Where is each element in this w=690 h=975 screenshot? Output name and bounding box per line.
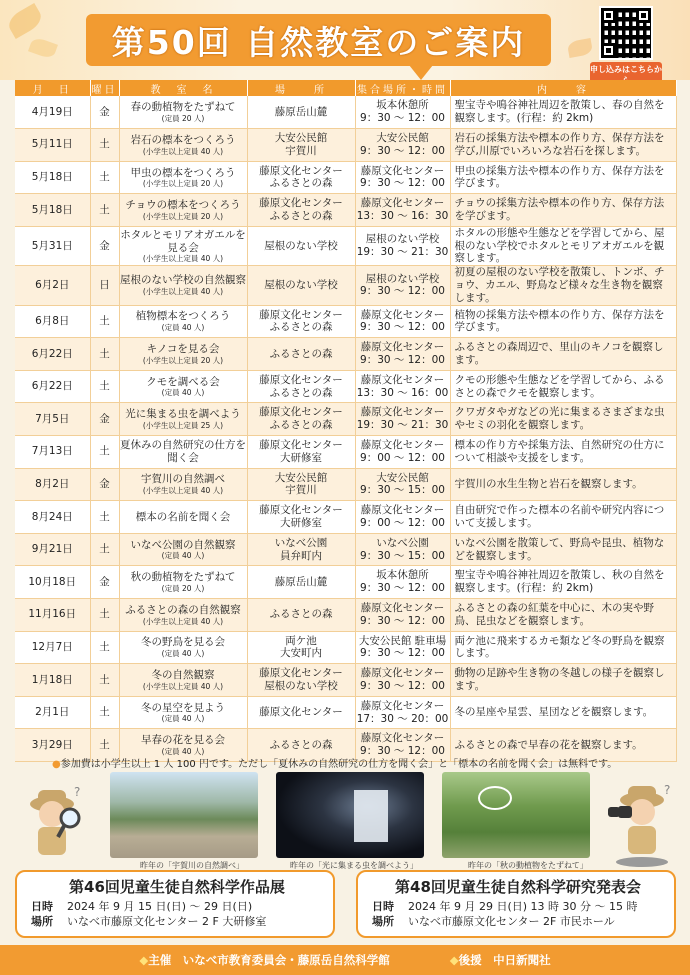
event-place-label: 場所 xyxy=(31,915,53,929)
class-title: 光に集まる虫を調べよう xyxy=(125,408,241,421)
svg-text:?: ? xyxy=(664,783,671,797)
cell-date: 4月19日 xyxy=(15,96,90,129)
cell-date: 11月16日 xyxy=(15,599,90,632)
cell-meeting: 大安公民館 駐車場 9：30 ～ 12：00 xyxy=(355,631,450,664)
cell-content: 宇賀川の水生生物と岩石を観察します。 xyxy=(450,468,676,501)
cell-place: 藤原文化センター ふるさとの森 xyxy=(247,403,355,436)
schedule-rows xyxy=(15,96,676,761)
cell-date: 6月2日 xyxy=(15,266,90,305)
cell-place: ふるさとの森 xyxy=(247,338,355,371)
cell-content: ホタルの形態や生態などを学習してから、屋根のない学校でホタルとモリアオガエルを観察します。 xyxy=(450,226,676,265)
cell-content: 冬の星座や星雲、星団などを観察します。 xyxy=(450,696,676,729)
table-row xyxy=(15,161,676,194)
cell-class-name xyxy=(119,664,247,697)
cell-place: 藤原文化センター ふるさとの森 xyxy=(247,161,355,194)
cell-date: 6月8日 xyxy=(15,305,90,338)
cell-place: 藤原岳山麓 xyxy=(247,96,355,129)
cell-place: 屋根のない学校 xyxy=(247,226,355,265)
event-place-row xyxy=(372,914,664,929)
footer-supporter: ◆後援 中日新聞社 xyxy=(449,953,551,967)
cell-date: 9月21日 xyxy=(15,533,90,566)
cell-meeting: いなべ公園 9：30 ～ 15：00 xyxy=(355,533,450,566)
cell-content: 両ケ池に飛来するカモ類など冬の野鳥を観察します。 xyxy=(450,631,676,664)
table-row xyxy=(15,305,676,338)
cell-date: 7月5日 xyxy=(15,403,90,436)
table-row xyxy=(15,599,676,632)
photo-caption: 昨年の「宇賀川の自然調べ」 xyxy=(140,861,244,870)
table-row xyxy=(15,129,676,162)
cell-day: 金 xyxy=(90,566,119,599)
class-title: 甲虫の標本をつくろう xyxy=(130,166,236,179)
cell-day: 金 xyxy=(90,226,119,265)
cell-place: いなべ公園 員弁町内 xyxy=(247,533,355,566)
table-row xyxy=(15,501,676,534)
cell-day: 土 xyxy=(90,161,119,194)
class-title: キノコを見る会 xyxy=(146,343,220,356)
cell-class-name xyxy=(119,338,247,371)
cell-class-name xyxy=(119,194,247,227)
event-place-label: 場所 xyxy=(372,915,394,929)
cell-place: 藤原文化センター ふるさとの森 xyxy=(247,305,355,338)
event-date-row xyxy=(372,899,664,914)
cell-date: 1月18日 xyxy=(15,664,90,697)
event-boxes xyxy=(15,870,676,942)
table-row xyxy=(15,436,676,469)
table-row xyxy=(15,370,676,403)
table-row xyxy=(15,96,676,129)
bullet-icon: ● xyxy=(52,759,61,770)
cell-content: チョウの採集方法や標本の作り方、保存方法を学びます。 xyxy=(450,194,676,227)
cell-meeting: 坂本休憩所 9：30 ～ 12：00 xyxy=(355,96,450,129)
class-title: 冬の自然観察 xyxy=(151,669,215,682)
cell-class-name xyxy=(119,533,247,566)
cell-place: 藤原岳山麓 xyxy=(247,566,355,599)
page-title-banner xyxy=(86,14,551,66)
cell-meeting: 大安公民館 9：30 ～ 15：00 xyxy=(355,468,450,501)
column-header-name: 教 室 名 xyxy=(119,80,247,96)
cell-meeting: 藤原文化センター 9：00 ～ 12：00 xyxy=(355,501,450,534)
cell-class-name xyxy=(119,436,247,469)
class-title: チョウの標本をつくろう xyxy=(125,199,241,212)
table-row xyxy=(15,631,676,664)
class-title: クモを調べる会 xyxy=(146,375,220,388)
class-capacity: (小学生以上定員 20 人) xyxy=(142,211,224,221)
cell-class-name xyxy=(119,161,247,194)
class-capacity: (小学生以上定員 20 人) xyxy=(142,355,224,365)
cell-place: 藤原文化センター 屋根のない学校 xyxy=(247,664,355,697)
column-header-place: 場 所 xyxy=(247,80,355,96)
cell-place: 屋根のない学校 xyxy=(247,266,355,305)
class-title: いなべ公園の自然観察 xyxy=(130,538,236,551)
table-header-row xyxy=(15,80,676,96)
cell-date: 5月18日 xyxy=(15,161,90,194)
cell-content: ふるさとの森の紅葉を中心に、木の実や野鳥、昆虫などを観察します。 xyxy=(450,599,676,632)
cell-meeting: 藤原文化センター 19：30 ～ 21：30 xyxy=(355,403,450,436)
cell-date: 5月31日 xyxy=(15,226,90,265)
cell-date: 10月18日 xyxy=(15,566,90,599)
class-capacity: (定員 40 人) xyxy=(161,551,205,561)
cell-content: 岩石の採集方法や標本の作り方、保存方法を学び,川原でいろいろな岩石を探します。 xyxy=(450,129,676,162)
cell-content: 聖宝寺や鳴谷神社周辺を散策し、春の自然を観察します。(行程：約 2km) xyxy=(450,96,676,129)
class-title: 夏休みの自然研究の仕方を聞く会 xyxy=(120,439,246,464)
cell-date: 7月13日 xyxy=(15,436,90,469)
photo-caption: 昨年の「光に集まる虫を調べよう」 xyxy=(290,861,418,870)
schedule-table xyxy=(15,80,677,762)
cell-place: 藤原文化センター 大研修室 xyxy=(247,436,355,469)
cell-class-name xyxy=(119,631,247,664)
cell-class-name xyxy=(119,501,247,534)
cell-meeting: 藤原文化センター 17：30 ～ 20：00 xyxy=(355,696,450,729)
cell-class-name xyxy=(119,599,247,632)
cell-place: 藤原文化センター xyxy=(247,696,355,729)
cell-meeting: 坂本休憩所 9：30 ～ 12：00 xyxy=(355,566,450,599)
cell-class-name xyxy=(119,566,247,599)
fee-note xyxy=(52,755,617,770)
cell-day: 土 xyxy=(90,436,119,469)
cell-class-name xyxy=(119,129,247,162)
class-title: 冬の星空を見よう xyxy=(141,701,225,714)
cell-date: 2月1日 xyxy=(15,696,90,729)
event-date-label: 日時 xyxy=(31,900,53,913)
column-header-day: 曜日 xyxy=(90,80,119,96)
cell-date: 3月29日 xyxy=(15,729,90,762)
event-date-label: 日時 xyxy=(372,900,394,913)
cell-content: ふるさとの森で早春の花を観察します。 xyxy=(450,729,676,762)
cell-class-name xyxy=(119,266,247,305)
cell-day: 土 xyxy=(90,729,119,762)
cell-date: 5月18日 xyxy=(15,194,90,227)
cell-place: 両ケ池 大安町内 xyxy=(247,631,355,664)
class-capacity: (定員 40 人) xyxy=(161,323,205,333)
explorer-magnifier-illustration xyxy=(18,782,90,867)
table-row xyxy=(15,566,676,599)
cell-content: 甲虫の採集方法や標本の作り方、保存方法を学びます。 xyxy=(450,161,676,194)
class-capacity: (定員 40 人) xyxy=(161,388,205,398)
cell-date: 6月22日 xyxy=(15,338,90,371)
cell-content: 自由研究で作った標本の名前や研究内容について支援します。 xyxy=(450,501,676,534)
cell-meeting: 藤原文化センター 9：30 ～ 12：00 xyxy=(355,664,450,697)
class-title: 植物標本をつくろう xyxy=(135,310,231,323)
class-title: 岩石の標本をつくろう xyxy=(130,133,236,146)
class-title: ふるさとの森の自然観察 xyxy=(125,603,241,616)
cell-meeting: 屋根のない学校 19：30 ～ 21：30 xyxy=(355,226,450,265)
cell-place: ふるさとの森 xyxy=(247,599,355,632)
cell-meeting: 大安公民館 9：30 ～ 12：00 xyxy=(355,129,450,162)
event-place: いなべ市藤原文化センター 2 F 大研修室 xyxy=(67,915,267,929)
class-title: 春の動植物をたずねて xyxy=(130,101,236,114)
class-title: ホタルとモリアオガエルを見る会 xyxy=(120,228,246,254)
cell-date: 8月2日 xyxy=(15,468,90,501)
cell-day: 金 xyxy=(90,96,119,129)
footer-supporter-text: 後援 中日新聞社 xyxy=(458,953,551,967)
cell-day: 土 xyxy=(90,533,119,566)
table-row xyxy=(15,194,676,227)
cell-date: 8月24日 xyxy=(15,501,90,534)
cell-meeting: 藤原文化センター 9：30 ～ 12：00 xyxy=(355,729,450,762)
table-row xyxy=(15,696,676,729)
cell-date: 12月7日 xyxy=(15,631,90,664)
cell-day: 土 xyxy=(90,370,119,403)
class-capacity: (小学生以上定員 40 人) xyxy=(142,681,224,691)
table-row xyxy=(15,533,676,566)
cell-date: 6月22日 xyxy=(15,370,90,403)
cell-meeting: 藤原文化センター 9：30 ～ 12：00 xyxy=(355,338,450,371)
cell-day: 土 xyxy=(90,338,119,371)
cell-day: 金 xyxy=(90,468,119,501)
class-title: 標本の名前を聞く会 xyxy=(135,510,231,523)
class-title: 屋根のない学校の自然観察 xyxy=(120,274,246,287)
cell-content: クモの形態や生態などを学習してから、ふるさとの森でクモを観察します。 xyxy=(450,370,676,403)
cell-class-name xyxy=(119,305,247,338)
cell-place: 藤原文化センター ふるさとの森 xyxy=(247,194,355,227)
cell-class-name xyxy=(119,696,247,729)
class-capacity: (定員 40 人) xyxy=(161,714,205,724)
cell-place: 大安公民館 宇賀川 xyxy=(247,129,355,162)
class-capacity: (定員 20 人) xyxy=(161,113,205,123)
fee-note-text: 参加費は小学生以上 1 人 100 円です。ただし「夏休みの自然研究の仕方を聞く会」と「標本の名前を聞く会」は無料です。 xyxy=(60,759,618,770)
event-place: いなべ市藤原文化センター 2F 市民ホール xyxy=(408,915,615,929)
cell-content: 聖宝寺や鳴谷神社周辺を散策し、秋の自然を観察します。(行程：約 2km) xyxy=(450,566,676,599)
cell-class-name xyxy=(119,403,247,436)
cell-day: 土 xyxy=(90,696,119,729)
event-date: 2024 年 9 月 15 日(日) ～ 29 日(日) xyxy=(67,900,253,913)
class-capacity: (小学生以上定員 40 人) xyxy=(142,486,224,496)
cell-class-name xyxy=(119,226,247,265)
cell-day: 土 xyxy=(90,599,119,632)
cell-meeting: 藤原文化センター 13：30 ～ 16：00 xyxy=(355,370,450,403)
cell-day: 土 xyxy=(90,664,119,697)
cell-class-name xyxy=(119,468,247,501)
cell-place: 藤原文化センター 大研修室 xyxy=(247,501,355,534)
cell-content: ふるさとの森周辺で、里山のキノコを観察します。 xyxy=(450,338,676,371)
cell-meeting: 藤原文化センター 13：30 ～ 16：30 xyxy=(355,194,450,227)
footer-organizer-text: 主催 いなべ市教育委員会・藤原岳自然科学館 xyxy=(148,953,390,967)
class-capacity: (小学生以上定員 40 人) xyxy=(142,287,224,297)
cell-day: 土 xyxy=(90,129,119,162)
footer-bar xyxy=(0,945,690,975)
qr-code-icon xyxy=(599,6,653,60)
cell-date: 5月11日 xyxy=(15,129,90,162)
page-title: 第50回 自然教室のご案内 xyxy=(111,22,526,62)
cell-place: 藤原文化センター ふるさとの森 xyxy=(247,370,355,403)
table-row xyxy=(15,403,676,436)
class-title: 宇賀川の自然調べ xyxy=(141,473,225,486)
class-capacity: (小学生以上定員 20 人) xyxy=(142,179,224,189)
column-header-date: 月 日 xyxy=(15,80,90,96)
cell-content: いなべ公園を散策して、野鳥や昆虫、植物などを観察します。 xyxy=(450,533,676,566)
event-exhibition xyxy=(15,870,335,938)
cell-content: 植物の採集方法や標本の作り方、保存方法を学びます。 xyxy=(450,305,676,338)
photo-light-insects xyxy=(276,772,424,858)
photo-caption: 昨年の「秋の動植物をたずねて」 xyxy=(468,861,588,870)
cell-content: 標本の作り方や採集方法、自然研究の仕方について相談や支援をします。 xyxy=(450,436,676,469)
event-place-row xyxy=(31,914,323,929)
cell-day: 日 xyxy=(90,266,119,305)
class-capacity: (小学生以上定員 40 人) xyxy=(142,616,224,626)
photo-autumn-nature xyxy=(442,772,590,858)
event-date: 2024 年 9 月 29 日(日) 13 時 30 分 ～ 15 時 xyxy=(408,900,638,913)
cell-day: 土 xyxy=(90,631,119,664)
column-header-content: 内 容 xyxy=(450,80,676,96)
class-title: 冬の野鳥を見る会 xyxy=(141,636,225,649)
cell-meeting: 藤原文化センター 9：30 ～ 12：00 xyxy=(355,599,450,632)
class-capacity: (小学生以上定員 40 人) xyxy=(142,254,224,264)
explorer-binoculars-illustration xyxy=(600,780,680,868)
table-row xyxy=(15,468,676,501)
event-title: 第46回児童生徒自然科学作品展 xyxy=(69,878,285,896)
table-row xyxy=(15,664,676,697)
cell-content: クワガタやガなどの光に集まるさまざまな虫やセミの羽化を観察します。 xyxy=(450,403,676,436)
cell-meeting: 藤原文化センター 9：00 ～ 12：00 xyxy=(355,436,450,469)
photo-river-survey xyxy=(110,772,258,858)
qr-code-link[interactable] xyxy=(590,6,662,88)
event-title: 第48回児童生徒自然科学研究発表会 xyxy=(395,878,641,896)
table-row xyxy=(15,226,676,265)
footer-organizer: ◆主催 いなべ市教育委員会・藤原岳自然科学館 xyxy=(139,953,390,967)
cell-day: 金 xyxy=(90,403,119,436)
event-presentation xyxy=(356,870,676,938)
cell-day: 土 xyxy=(90,194,119,227)
svg-text:?: ? xyxy=(74,785,81,799)
cell-meeting: 屋根のない学校 9：30 ～ 12：00 xyxy=(355,266,450,305)
cell-day: 土 xyxy=(90,501,119,534)
event-date-row xyxy=(31,899,323,914)
cell-content: 初夏の屋根のない学校を散策し、トンボ、チョウ、カエル、野鳥など様々な生き物を観察します。 xyxy=(450,266,676,305)
cell-place: 大安公民館 宇賀川 xyxy=(247,468,355,501)
cell-day: 土 xyxy=(90,305,119,338)
class-title: 早春の花を見る会 xyxy=(141,734,225,747)
class-capacity: (小学生以上定員 40 人) xyxy=(142,146,224,156)
column-header-meeting: 集合場所・時間 xyxy=(355,80,450,96)
cell-meeting: 藤原文化センター 9：30 ～ 12：00 xyxy=(355,305,450,338)
cell-class-name xyxy=(119,370,247,403)
class-capacity: (定員 40 人) xyxy=(161,747,205,756)
class-title: 秋の動植物をたずねて xyxy=(130,571,236,584)
class-capacity: (小学生以上定員 25 人) xyxy=(142,421,224,431)
cell-class-name xyxy=(119,96,247,129)
class-capacity: (定員 20 人) xyxy=(161,584,205,594)
table-row xyxy=(15,266,676,305)
class-capacity: (定員 40 人) xyxy=(161,649,205,659)
cell-meeting: 藤原文化センター 9：30 ～ 12：00 xyxy=(355,161,450,194)
qr-caption: 申し込みはこちらか xyxy=(590,62,662,88)
cell-content: 動物の足跡や生き物の冬越しの様子を観察します。 xyxy=(450,664,676,697)
table-row xyxy=(15,338,676,371)
cell-place: ふるさとの森 xyxy=(247,729,355,762)
